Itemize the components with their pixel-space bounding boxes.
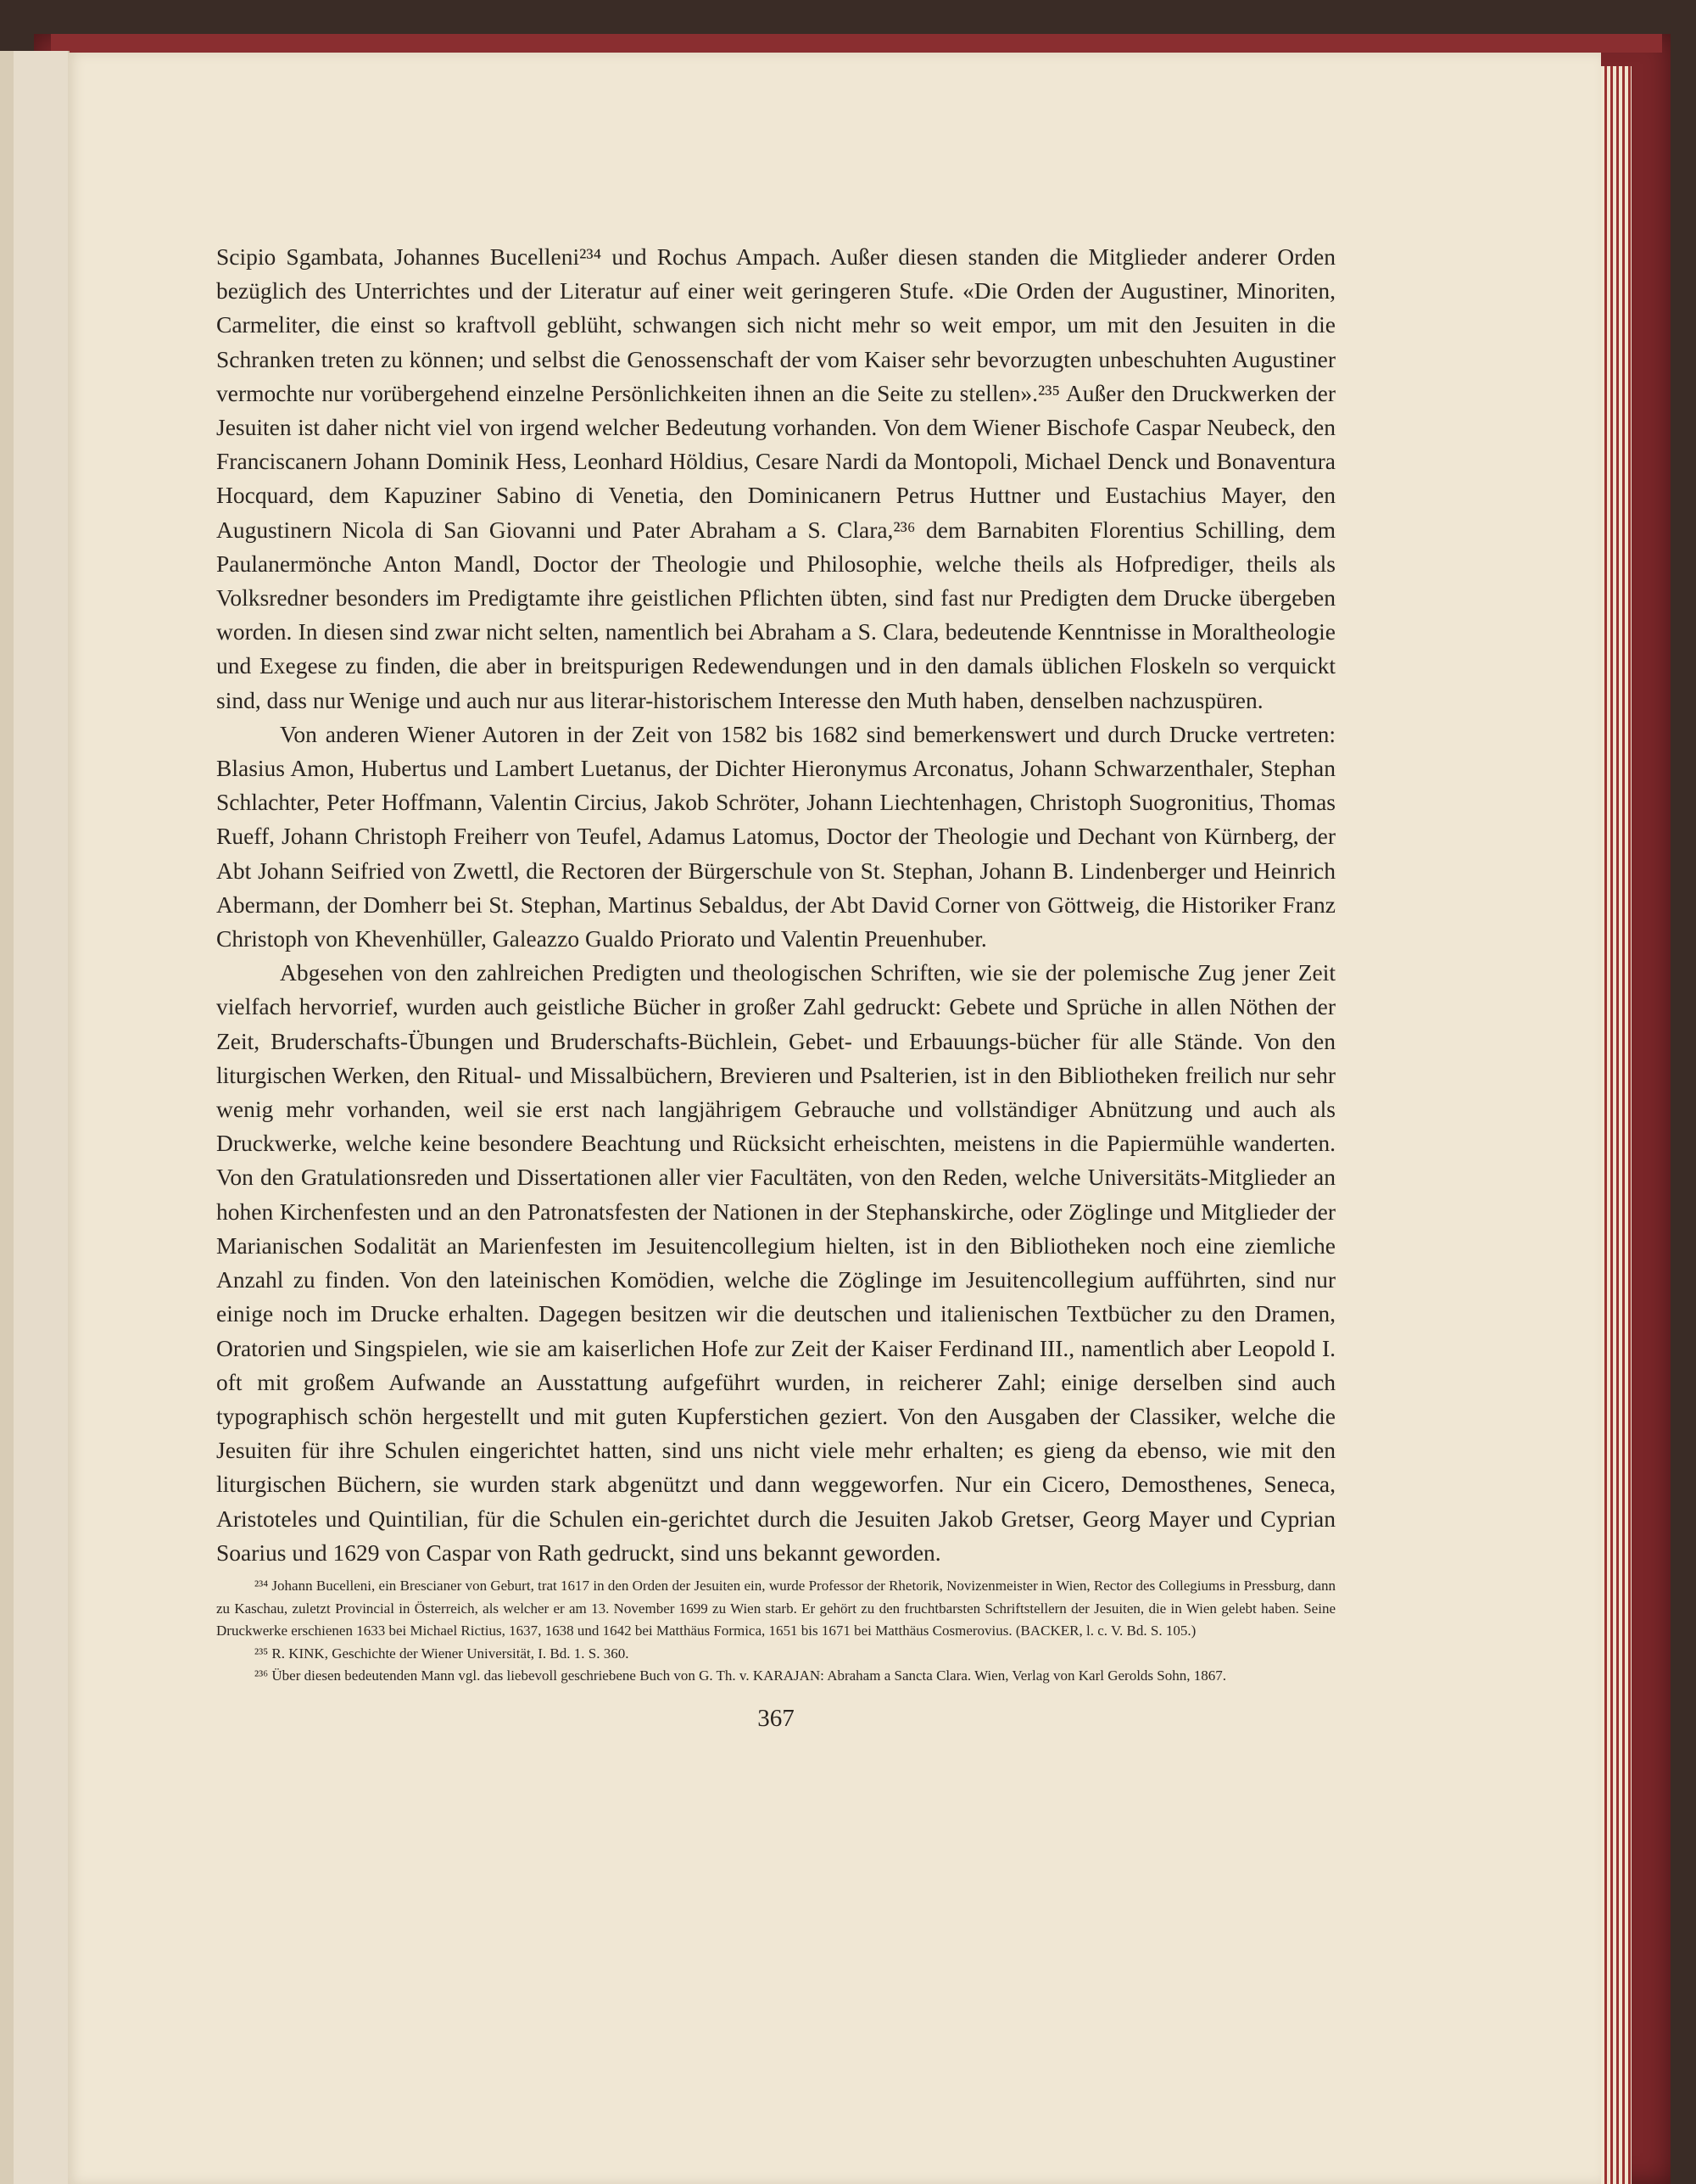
footnote: ²³⁵ R. KINK, Geschichte der Wiener Universität, I. Bd. 1. S. 360. xyxy=(254,1645,629,1662)
left-page-shadow xyxy=(0,51,14,2184)
page-stack-edges xyxy=(1601,66,1632,2184)
footnotes xyxy=(216,1575,1336,1688)
footnote: ²³⁶ Über diesen bedeutenden Mann vgl. das liebevoll geschriebene Buch von G. Th. v. KARAJAN: Abraham a Sancta Clara. Wien, Verlag von Karl Gerolds Sohn, 1867. xyxy=(254,1667,1226,1684)
paragraph: Abgesehen von den zahlreichen Predigten und theologischen Schriften, wie sie der polemische Zug jener Zeit vielfach hervorrief, wurden auch geistliche Bücher in großer Zahl gedruckt: Gebete und Sprüche in allen Nöthen der Zeit, Bruderschafts-Übungen und Bruderschafts-Büchlein, Gebet- und Erbauungs-bücher für alle Stände. Von den liturgischen Werken, den Ritual- und Missalbüchern, Brevieren und Psalterien, ist in den Bibliotheken freilich nur sehr wenig mehr vorhanden, weil sie erst nach langjährigem Gebrauche und vollständiger Abnützung und auch als Druckwerke, welche keine besondere Beachtung und Rücksicht erheischten, meistens in die Papiermühle wanderten. Von den Gratulationsreden und Dissertationen aller vier Facultäten, von den Reden, welche Universitäts-Mitglieder an hohen Kirchenfesten und an den Patronatsfesten der Nationen in der Stephanskirche, oder Zöglinge und Mitglieder der Marianischen Sodalität an Marienfesten im Jesuitencollegium hielten, ist in den Bibliotheken noch eine ziemliche Anzahl zu finden. Von den lateinischen Komödien, welche die Zöglinge im Jesuitencollegium aufführten, sind nur einige noch im Drucke erhalten. Dagegen besitzen wir die deutschen und italienischen Textbücher zu den Dramen, Oratorien und Singspielen, wie sie am kaiserlichen Hofe zur Zeit der Kaiser Ferdinand III., namentlich aber Leopold I. oft mit großem Aufwande an Ausstattung aufgeführt wurden, in reicherer Zahl; einige derselben sind auch typographisch schön hergestellt und mit guten Kupferstichen geziert. Von den Ausgaben der Classiker, welche die Jesuiten für ihre Schulen eingerichtet hatten, sind uns nicht viele mehr erhalten; es gieng da ebenso, wie mit den liturgischen Büchern, sie wurden stark abgenützt und dann weggeworfen. Nur ein Cicero, Demosthenes, Seneca, Aristoteles und Quintilian, für die Schulen ein-gerichtet durch die Jesuiten Jakob Gretser, Georg Mayer und Cyprian Soarius und 1629 von Caspar von Rath gedruckt, sind uns bekannt geworden. xyxy=(216,959,1336,1566)
paragraph: Von anderen Wiener Autoren in der Zeit von 1582 bis 1682 sind bemerkenswert und durch Drucke vertreten: Blasius Amon, Hubertus und Lambert Luetanus, der Dichter Hieronymus Arconatus, Johann Schwarzenthaler, Stephan Schlachter, Peter Hoffmann, Valentin Circius, Jakob Schröter, Johann Liechtenhagen, Christoph Suogronitius, Thomas Rueff, Johann Christoph Freiherr von Teufel, Adamus Latomus, Doctor der Theologie und Dechant von Kürnberg, der Abt Johann Seifried von Zwettl, die Rectoren der Bürgerschule von St. Stephan, Johann B. Lindenberger und Heinrich Abermann, der Domherr bei St. Stephan, Martinus Sebaldus, der Abt David Corner von Göttweig, die Historiker Franz Christoph von Khevenhüller, Galeazzo Gualdo Priorato und Valentin Preuenhuber. xyxy=(216,720,1336,952)
body-text xyxy=(216,240,1336,1570)
footnote: ²³⁴ Johann Bucelleni, ein Brescianer von Geburt, trat 1617 in den Orden der Jesuiten ein, wurde Professor der Rhetorik, Novizenmeister in Wien, Rector des Collegiums in Pressburg, dann zu Kaschau, zuletzt Provincial in Österreich, als welcher er am 13. November 1699 zu Wien starb. Er gehört zu den fruchtbarsten Schriftstellern der Jesuiten, die in Wien gelebt haben. Seine Druckwerke erschienen 1633 bei Michael Rictius, 1637, 1638 und 1642 bei Matthäus Formica, 1651 bis 1671 bei Matthäus Cosmerovius. (BACKER, l. c. V. Bd. S. 105.) xyxy=(216,1578,1336,1639)
book-cover-top-edge xyxy=(51,34,1662,53)
page-number: 367 xyxy=(757,1705,795,1732)
paragraph: Scipio Sgambata, Johannes Bucelleni²³⁴ und Rochus Ampach. Außer diesen standen die Mitglieder anderer Orden bezüglich des Unterrichtes und der Literatur auf einer weit geringeren Stufe. «Die Orden der Augustiner, Minoriten, Carmeliter, die einst so kraftvoll geblüht, schwangen sich nicht mehr so weit empor, um mit den Jesuiten in die Schranken treten zu können; und selbst die Genossenschaft der vom Kaiser sehr bevorzugten unbeschuhten Augustiner vermochte nur vorübergehend einzelne Persönlichkeiten ihnen an die Seite zu stellen».²³⁵ Außer den Druckwerken der Jesuiten ist daher nicht viel von irgend welcher Bedeutung vorhanden. Von dem Wiener Bischofe Caspar Neubeck, den Franciscanern Johann Dominik Hess, Leonhard Höldius, Cesare Nardi da Montopoli, Michael Denck und Bonaventura Hocquard, dem Kapuziner Sabino di Venetia, den Dominicanern Petrus Huttner und Eustachius Mayer, den Augustinern Nicola di San Giovanni und Pater Abraham a S. Clara,²³⁶ dem Barnabiten Florentius Schilling, dem Paulanermönche Anton Mandl, Doctor der Theologie und Philosophie, welche theils als Hofprediger, theils als Volksredner besonders im Predigtamte ihre geistlichen Pflichten übten, sind fast nur Predigten dem Drucke übergeben worden. In diesen sind zwar nicht selten, namentlich bei Abraham a S. Clara, bedeutende Kenntnisse in Moraltheologie und Exegese zu finden, die aber in breitspurigen Redewendungen und in den damals üblichen Floskeln so verquickt sind, dass nur Wenige und auch nur aus literar-historischem Interesse den Muth haben, denselben nachzuspüren. xyxy=(216,243,1336,713)
